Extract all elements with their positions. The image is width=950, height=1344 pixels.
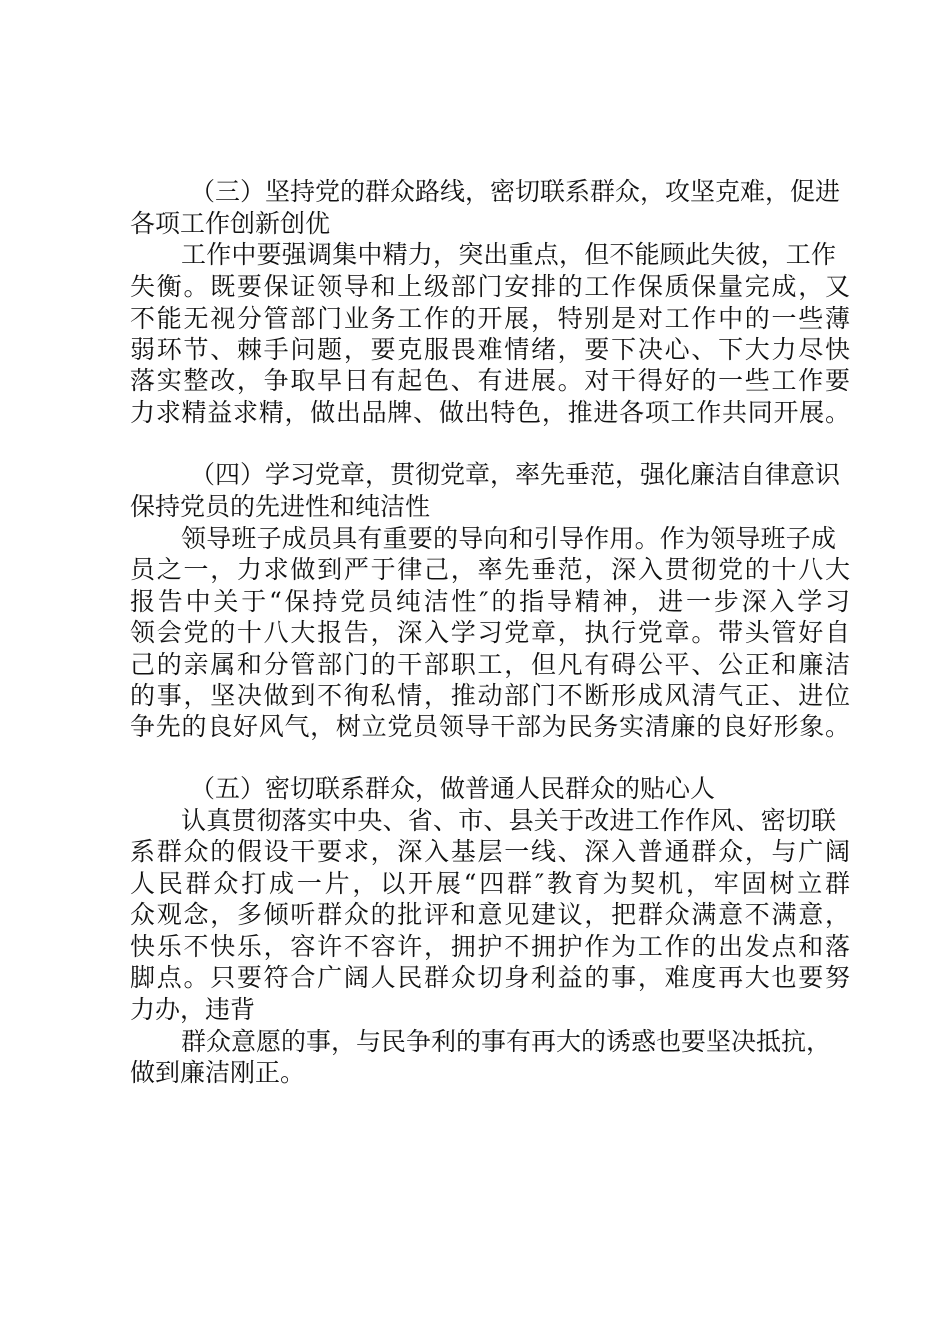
section-3-body-line-1: 工作中要强调集中精力，突出重点，但不能顾此失彼，工作 bbox=[181, 240, 836, 269]
section-5-body-line-5: 快乐不快乐，容许不容许，拥护不拥护作为工作的出发点和落 bbox=[130, 932, 850, 961]
section-3-body-line-6: 力求精益求精，做出品牌、做出特色，推进各项工作共同开展。 bbox=[130, 398, 850, 427]
section-4-body-line-2: 员之一，力求做到严于律己，率先垂范，深入贯彻党的十八大 bbox=[130, 555, 850, 584]
section-4-heading-line-2: 保持党员的先进性和纯洁性 bbox=[130, 492, 431, 521]
section-3-body-line-2: 失衡。既要保证领导和上级部门安排的工作保质保量完成，又 bbox=[130, 272, 850, 301]
section-4-body-line-6: 的事，坚决做到不徇私情，推动部门不断形成风清气正、进位 bbox=[130, 681, 850, 710]
section-5-body-line-1: 认真贯彻落实中央、省、市、县关于改进工作作风、密切联 bbox=[181, 806, 836, 835]
section-3-body-line-3: 不能无视分管部门业务工作的开展，特别是对工作中的一些薄 bbox=[130, 304, 850, 333]
section-5-body-line-8: 群众意愿的事，与民争利的事有再大的诱惑也要坚决抵抗， bbox=[181, 1027, 832, 1056]
section-3-body-line-4: 弱环节、棘手问题，要克服畏难情绪，要下决心、下大力尽快 bbox=[130, 335, 850, 364]
section-5-body-line-4: 众观念，多倾听群众的批评和意见建议，把群众满意不满意， bbox=[130, 900, 850, 929]
section-3-heading-line-1: （三）坚持党的群众路线，密切联系群众，攻坚克难，促进 bbox=[190, 177, 841, 206]
section-5-body-line-2: 系群众的假设干要求，深入基层一线、深入普通群众，与广阔 bbox=[130, 837, 850, 866]
section-5-body-line-6: 脚点。只要符合广阔人民群众切身利益的事，难度再大也要努 bbox=[130, 963, 850, 992]
section-4-body-line-4: 领会党的十八大报告，深入学习党章，执行党章。带头管好自 bbox=[130, 618, 850, 647]
section-3-heading-line-2: 各项工作创新创优 bbox=[130, 209, 331, 238]
section-5-body-line-3: 人民群众打成一片，以开展“四群″教育为契机，牢固树立群 bbox=[130, 869, 850, 898]
section-4-body-line-5: 己的亲属和分管部门的干部职工，但凡有碍公平、公正和廉洁 bbox=[130, 650, 850, 679]
section-4-body-line-7: 争先的良好风气，树立党员领导干部为民务实清廉的良好形象。 bbox=[130, 712, 850, 741]
section-4-body-line-1: 领导班子成员具有重要的导向和引导作用。作为领导班子成 bbox=[181, 524, 836, 553]
section-5-body-line-7: 力办，违背 bbox=[130, 995, 256, 1024]
section-3-body-line-5: 落实整改，争取早日有起色、有进展。对干得好的一些工作要 bbox=[130, 366, 850, 395]
section-5-heading-line-1: （五）密切联系群众，做普通人民群众的贴心人 bbox=[190, 774, 716, 803]
section-4-heading-line-1: （四）学习党章，贯彻党章，率先垂范，强化廉洁自律意识 bbox=[190, 460, 841, 489]
section-4-body-line-3: 报告中关于“保持党员纯洁性″的指导精神，进一步深入学习 bbox=[130, 587, 850, 616]
section-5-body-line-9: 做到廉洁刚正。 bbox=[130, 1058, 306, 1087]
